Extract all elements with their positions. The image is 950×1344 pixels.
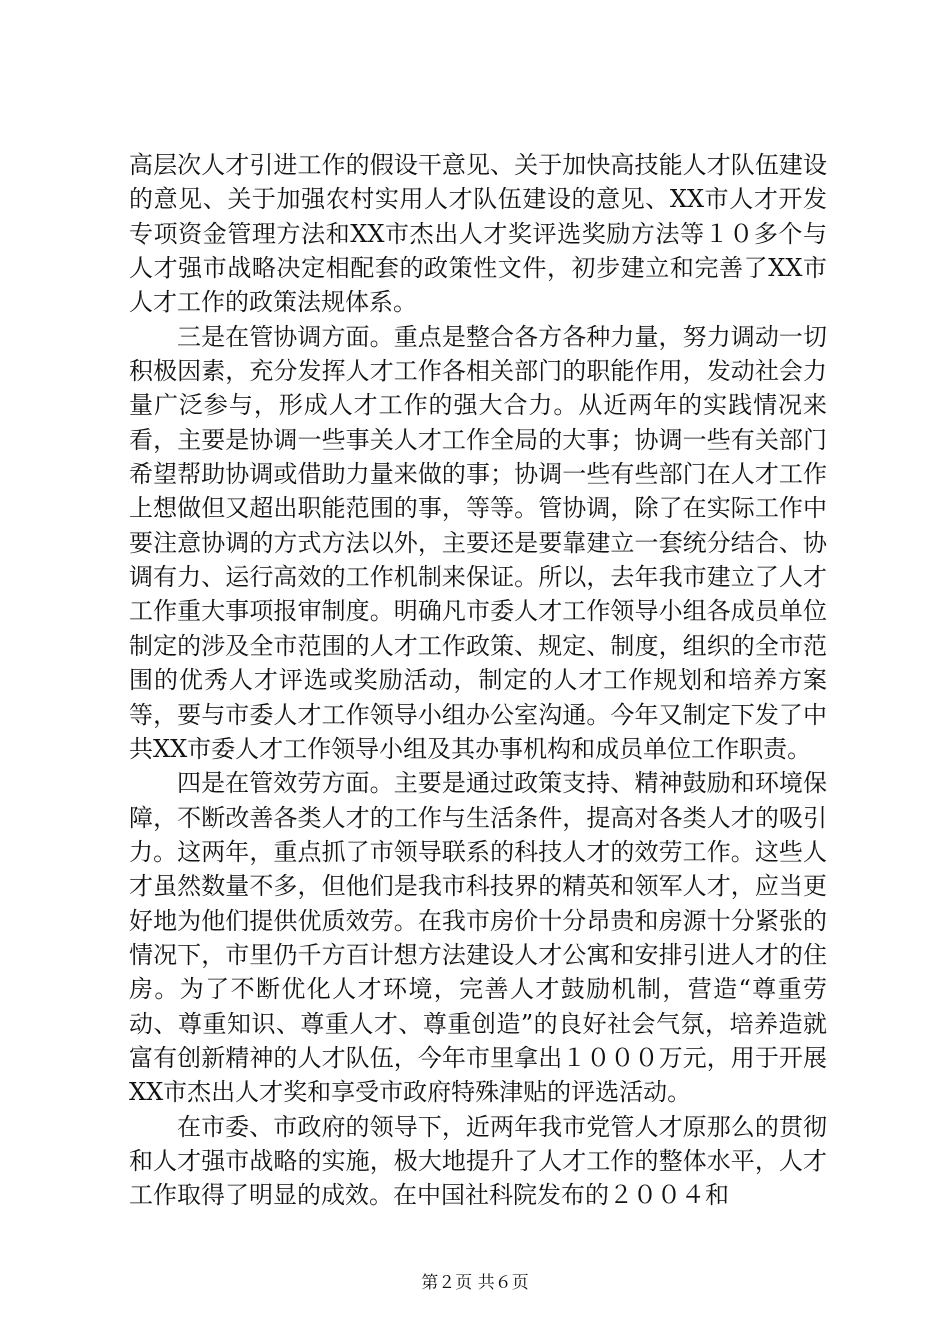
page-number-footer: 第２页 共６页 — [421, 1273, 529, 1293]
document-body — [129, 148, 827, 1213]
paragraph-coordination: 三是在管协调方面。重点是整合各方各种力量，努力调动一切积极因素，充分发挥人才工作各相关部门的职能作用，发动社会力量广泛参与，形成人才工作的强大合力。从近两年的实践情况来看，主要是协调一些事关人才工作全局的大事；协调一些有关部门希望帮助协调或借助力量来做的事；协调一些有些部门在人才工作上想做但又超出职能范围的事，等等。管协调，除了在实际工作中要注意协调的方式方法以外，主要还是要靠建立一套统分结合、协调有力、运行高效的工作机制来保证。所以，去年我市建立了人才工作重大事项报审制度。明确凡市委人才工作领导小组各成员单位制定的涉及全市范围的人才工作政策、规定、制度，组织的全市范围的优秀人才评选或奖励活动，制定的人才工作规划和培养方案等，要与市委人才工作领导小组办公室沟通。今年又制定下发了中共XX市委人才工作领导小组及其办事机构和成员单位工作职责。 — [129, 322, 827, 763]
paragraph-achievements: 在市委、市政府的领导下，近两年我市党管人才原那么的贯彻和人才强市战略的实施，极大地提升了人才工作的整体水平，人才工作取得了明显的成效。在中国社科院发布的２００４和 — [129, 1112, 827, 1210]
paragraph-policy-documents: 高层次人才引进工作的假设干意见、关于加快高技能人才队伍建设的意见、关于加强农村实用人才队伍建设的意见、XX市人才开发专项资金管理方法和XX市杰出人才奖评选奖励方法等１０多个与人才强市战略决定相配套的政策性文件，初步建立和完善了XX市人才工作的政策法规体系。 — [129, 151, 827, 317]
paragraph-service: 四是在管效劳方面。主要是通过政策支持、精神鼓励和环境保障，不断改善各类人才的工作与生活条件，提高对各类人才的吸引力。这两年，重点抓了市领导联系的科技人才的效劳工作。这些人才虽然数量不多，但他们是我市科技界的精英和领军人才，应当更好地为他们提供优质效劳。在我市房价十分昂贵和房源十分紧张的情况下，市里仍千方百计想方法建设人才公寓和安排引进人才的住房。为了不断优化人才环境，完善人才鼓励机制，营造“尊重劳动、尊重知识、尊重人才、尊重创造”的良好社会气氛，培养造就富有创新精神的人才队伍，今年市里拿出１０００万元，用于开展XX市杰出人才奖和享受市政府特殊津贴的评选活动。 — [129, 769, 827, 1107]
